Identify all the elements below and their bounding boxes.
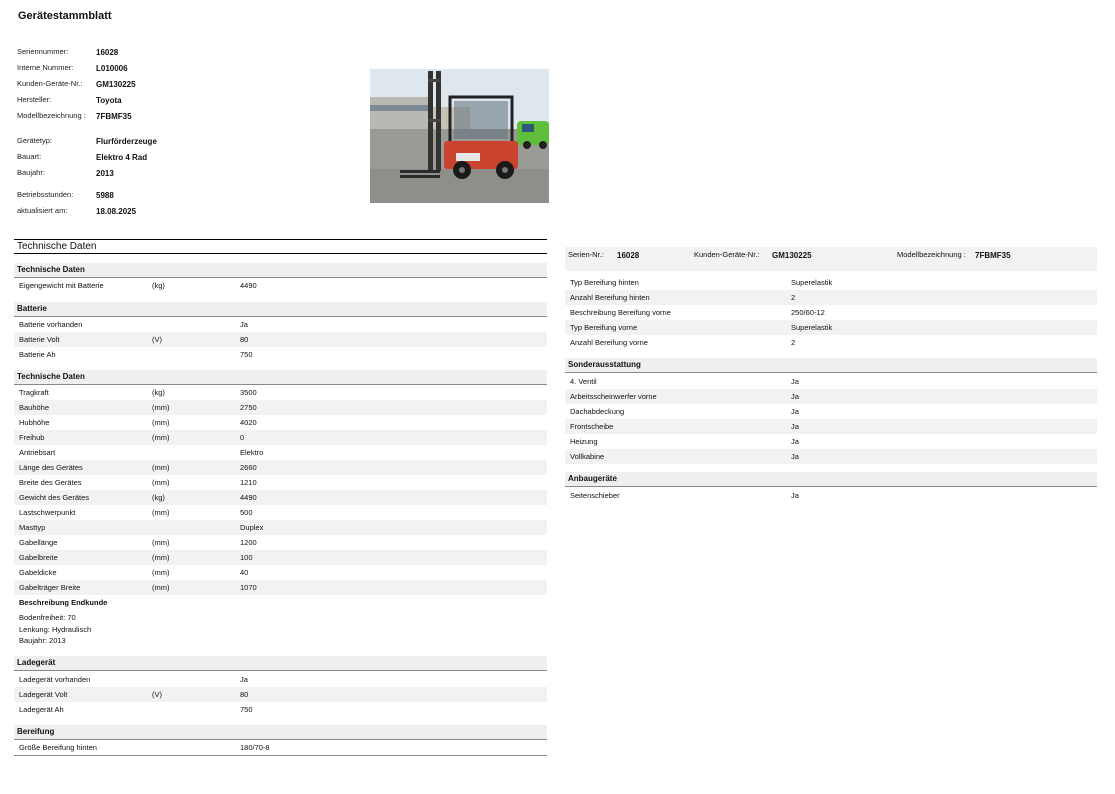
info-value: L010006 — [96, 64, 128, 73]
group-title: Bereifung — [17, 727, 55, 736]
row-label: Arbeitsscheinwerfer vorne — [570, 392, 657, 401]
row-value: 4020 — [240, 418, 257, 427]
beschreibung-title: Beschreibung Endkunde — [19, 598, 108, 607]
table-row — [14, 278, 547, 293]
table-row — [565, 419, 1097, 434]
row-label: Eigengewicht mit Batterie — [19, 281, 104, 290]
row-value: 2 — [791, 293, 796, 302]
group-technische-daten-2 — [14, 370, 547, 385]
row-value: Elektro — [240, 448, 264, 457]
info-label: Seriennummer: — [17, 47, 69, 56]
table-row — [14, 490, 547, 505]
table-row — [14, 445, 547, 460]
row-label: Batterie Ah — [19, 350, 56, 359]
table-row — [14, 672, 547, 687]
table-row — [14, 385, 547, 400]
row-label: Hubhöhe — [19, 418, 50, 427]
row-label: Ladegerät vorhanden — [19, 675, 91, 684]
group-technische-daten-1 — [14, 263, 547, 278]
technische-daten-heading: Technische Daten — [14, 239, 547, 254]
info-value: Elektro 4 Rad — [96, 153, 148, 162]
row-label: Beschreibung Bereifung vorne — [570, 308, 671, 317]
table-row — [14, 740, 547, 755]
row-value: Ja — [791, 377, 799, 386]
row-value: 3500 — [240, 388, 257, 397]
row-label: Gabeldicke — [19, 568, 57, 577]
table-row — [565, 275, 1097, 290]
group-title: Sonderausstattung — [568, 360, 641, 369]
row-label: Vollkabine — [570, 452, 605, 461]
row-label: Ladegerät Ah — [19, 705, 64, 714]
table-row — [14, 460, 547, 475]
row-label: Größe Bereifung hinten — [19, 743, 97, 752]
group-sonderausstattung — [565, 358, 1097, 373]
row-value: Duplex — [240, 523, 264, 532]
row-value: Ja — [791, 452, 799, 461]
table-row — [565, 374, 1097, 389]
table-row — [565, 320, 1097, 335]
row-label: Breite des Gerätes — [19, 478, 82, 487]
info-label: Kunden-Geräte-Nr.: — [17, 79, 83, 88]
group-title: Anbaugeräte — [568, 474, 617, 483]
table-row — [14, 317, 547, 332]
row-unit: (kg) — [152, 388, 165, 397]
row-value: 2 — [791, 338, 796, 347]
table-row — [14, 580, 547, 595]
row-value: Superelastik — [791, 278, 833, 287]
kunden-label: Kunden-Geräte-Nr.: — [694, 250, 760, 259]
row-unit: (mm) — [152, 463, 170, 472]
row-label: Gabelbreite — [19, 553, 58, 562]
row-unit: (V) — [152, 690, 162, 699]
row-label: Antriebsart — [19, 448, 56, 457]
table-row — [14, 687, 547, 702]
info-label: Gerätetyp: — [17, 136, 53, 145]
beschreibung-line: Lenkung: Hydraulisch — [19, 624, 92, 634]
row-value: 1200 — [240, 538, 257, 547]
row-label: Anzahl Bereifung vorne — [570, 338, 648, 347]
info-value: 16028 — [96, 48, 119, 57]
row-label: Tragkraft — [19, 388, 49, 397]
info-label: Interne Nummer: — [17, 63, 74, 72]
row-unit: (mm) — [152, 568, 170, 577]
table-row — [14, 347, 547, 362]
info-label: aktualisiert am: — [17, 206, 68, 215]
info-label: Baujahr: — [17, 168, 45, 177]
row-value: 1210 — [240, 478, 257, 487]
serien-value: 16028 — [617, 251, 640, 260]
row-value: 250/60-12 — [791, 308, 825, 317]
row-value: Ja — [791, 422, 799, 431]
row-label: Batterie Volt — [19, 335, 60, 344]
row-label: Dachabdeckung — [570, 407, 625, 416]
info-value: 2013 — [96, 169, 114, 178]
divider — [14, 755, 547, 756]
table-row — [14, 415, 547, 430]
row-value: 2660 — [240, 463, 257, 472]
kunden-value: GM130225 — [772, 251, 812, 260]
group-anbaugeraete — [565, 472, 1097, 487]
table-row — [565, 290, 1097, 305]
info-value: Toyota — [96, 96, 122, 105]
row-label: Frontscheibe — [570, 422, 614, 431]
info-label: Hersteller: — [17, 95, 52, 104]
info-value: 18.08.2025 — [96, 207, 137, 216]
info-label: Betriebsstunden: — [17, 190, 74, 199]
row-value: 80 — [240, 690, 249, 699]
table-row — [565, 335, 1097, 350]
row-unit: (mm) — [152, 583, 170, 592]
serien-label: Serien-Nr.: — [568, 250, 604, 259]
row-value: Superelastik — [791, 323, 833, 332]
info-value: 7FBMF35 — [96, 112, 132, 121]
row-unit: (V) — [152, 335, 162, 344]
row-value: 40 — [240, 568, 249, 577]
row-label: Typ Bereifung hinten — [570, 278, 639, 287]
row-value: 500 — [240, 508, 253, 517]
row-value: 1070 — [240, 583, 257, 592]
row-label: Länge des Gerätes — [19, 463, 83, 472]
row-unit: (kg) — [152, 281, 165, 290]
group-title: Technische Daten — [17, 372, 85, 381]
row-unit: (mm) — [152, 553, 170, 562]
info-value: GM130225 — [96, 80, 136, 89]
row-label: Seitenschieber — [570, 491, 620, 500]
group-title: Batterie — [17, 304, 47, 313]
row-label: Typ Bereifung vorne — [570, 323, 638, 332]
table-row — [565, 305, 1097, 320]
table-row — [14, 505, 547, 520]
row-label: Gabellänge — [19, 538, 58, 547]
table-row — [14, 565, 547, 580]
device-photo — [370, 69, 549, 203]
group-bereifung — [14, 725, 547, 740]
row-label: Ladegerät Volt — [19, 690, 68, 699]
row-label: Masttyp — [19, 523, 46, 532]
row-value: 80 — [240, 335, 249, 344]
row-unit: (mm) — [152, 418, 170, 427]
row-unit: (mm) — [152, 433, 170, 442]
table-row — [14, 475, 547, 490]
row-unit: (mm) — [152, 508, 170, 517]
info-value: Flurförderzeuge — [96, 137, 157, 146]
table-row — [565, 389, 1097, 404]
info-label: Bauart: — [17, 152, 42, 161]
table-row — [565, 434, 1097, 449]
modell-value: 7FBMF35 — [975, 251, 1011, 260]
row-value: Ja — [791, 392, 799, 401]
table-row — [14, 332, 547, 347]
row-unit: (mm) — [152, 403, 170, 412]
table-row — [565, 449, 1097, 464]
row-value: 750 — [240, 350, 253, 359]
row-value: 2750 — [240, 403, 257, 412]
table-row — [565, 488, 1097, 503]
modell-label: Modellbezeichnung : — [897, 250, 966, 259]
info-value: 5988 — [96, 191, 114, 200]
beschreibung-line: Bodenfreiheit: 70 — [19, 613, 76, 622]
info-label: Modellbezeichnung : — [17, 111, 86, 120]
group-ladegeraet — [14, 656, 547, 671]
row-value: 100 — [240, 553, 253, 562]
row-value: 4490 — [240, 281, 257, 290]
row-value: Ja — [791, 407, 799, 416]
table-row — [565, 404, 1097, 419]
group-title: Ladegerät — [17, 658, 56, 667]
row-value: 750 — [240, 705, 253, 714]
right-header-bar — [565, 247, 1097, 271]
row-value: 180/70-8 — [240, 743, 270, 752]
row-label: Heizung — [570, 437, 598, 446]
row-label: Lastschwerpunkt — [19, 508, 76, 517]
row-unit: (mm) — [152, 538, 170, 547]
row-value: 4490 — [240, 493, 257, 502]
table-row — [14, 520, 547, 535]
table-row — [14, 430, 547, 445]
row-label: Freihub — [19, 433, 45, 442]
row-label: Anzahl Bereifung hinten — [570, 293, 650, 302]
page-title: Gerätestammblatt — [18, 10, 112, 22]
table-row — [14, 702, 547, 717]
row-unit: (kg) — [152, 493, 165, 502]
row-unit: (mm) — [152, 478, 170, 487]
row-value: Ja — [240, 675, 248, 684]
beschreibung-line: Baujahr: 2013 — [19, 636, 66, 645]
group-title: Technische Daten — [17, 265, 85, 274]
row-label: 4. Ventil — [570, 377, 597, 386]
table-row — [14, 550, 547, 565]
table-row — [14, 535, 547, 550]
row-label: Batterie vorhanden — [19, 320, 83, 329]
row-value: Ja — [240, 320, 248, 329]
row-label: Bauhöhe — [19, 403, 50, 412]
row-label: Gewicht des Gerätes — [19, 493, 90, 502]
row-value: Ja — [791, 491, 799, 500]
row-value: 0 — [240, 433, 245, 442]
group-batterie — [14, 302, 547, 317]
row-label: Gabelträger Breite — [19, 583, 81, 592]
table-row — [14, 400, 547, 415]
row-value: Ja — [791, 437, 799, 446]
